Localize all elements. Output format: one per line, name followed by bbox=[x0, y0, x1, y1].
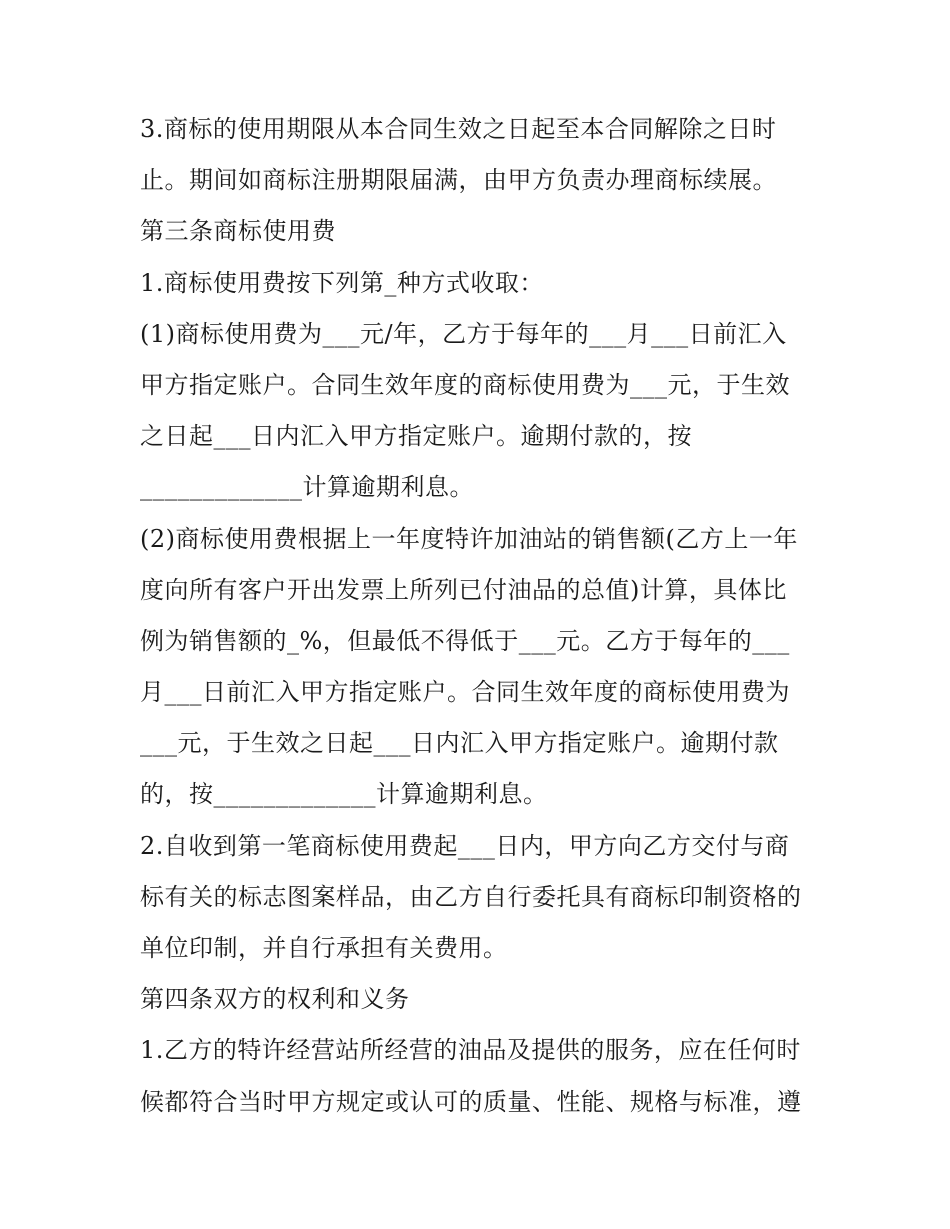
text-line: 单位印制，并自行承担有关费用。 bbox=[140, 934, 508, 962]
document-body bbox=[140, 104, 820, 1128]
section-heading: 第四条双方的权利和义务 bbox=[140, 985, 410, 1014]
text-line: 月___日前汇入甲方指定账户。合同生效年度的商标使用费为 bbox=[140, 678, 790, 707]
text-line: (1)商标使用费为___元/年，乙方于每年的___月___日前汇入 bbox=[140, 319, 787, 348]
text-line: 3.商标的使用期限从本合同生效之日起至本合同解除之日时 bbox=[140, 115, 777, 143]
section-heading: 第三条商标使用费 bbox=[140, 217, 336, 246]
text-line: 之日起___日内汇入甲方指定账户。逾期付款的，按 bbox=[140, 422, 692, 451]
text-line: 1.乙方的特许经营站所经营的油品及提供的服务，应在任何时 bbox=[140, 1036, 801, 1065]
text-line: (2)商标使用费根据上一年度特许加油站的销售额(乙方上一年 bbox=[140, 524, 798, 553]
text-line: ___元，于生效之日起___日内汇入甲方指定账户。逾期付款 bbox=[140, 729, 779, 758]
text-line: 止。期间如商标注册期限届满，由甲方负责办理商标续展。 bbox=[140, 166, 777, 195]
text-line: _____________计算逾期利息。 bbox=[140, 473, 474, 502]
text-line: 的，按_____________计算逾期利息。 bbox=[140, 780, 548, 809]
text-line: 例为销售额的_%，但最低不得低于___元。乙方于每年的___ bbox=[140, 626, 790, 655]
text-line: 标有关的标志图案样品，由乙方自行委托具有商标印制资格的 bbox=[140, 882, 802, 911]
text-line: 度向所有客户开出发票上所列已付油品的总值)计算，具体比 bbox=[140, 575, 787, 604]
text-line: 候都符合当时甲方规定或认可的质量、性能、规格与标准，遵 bbox=[140, 1087, 802, 1116]
text-line: 1.商标使用费按下列第_种方式收取： bbox=[140, 268, 544, 297]
text-line: 2.自收到第一笔商标使用费起___日内，甲方向乙方交付与商 bbox=[140, 831, 790, 860]
text-line: 甲方指定账户。合同生效年度的商标使用费为___元，于生效 bbox=[140, 370, 790, 399]
